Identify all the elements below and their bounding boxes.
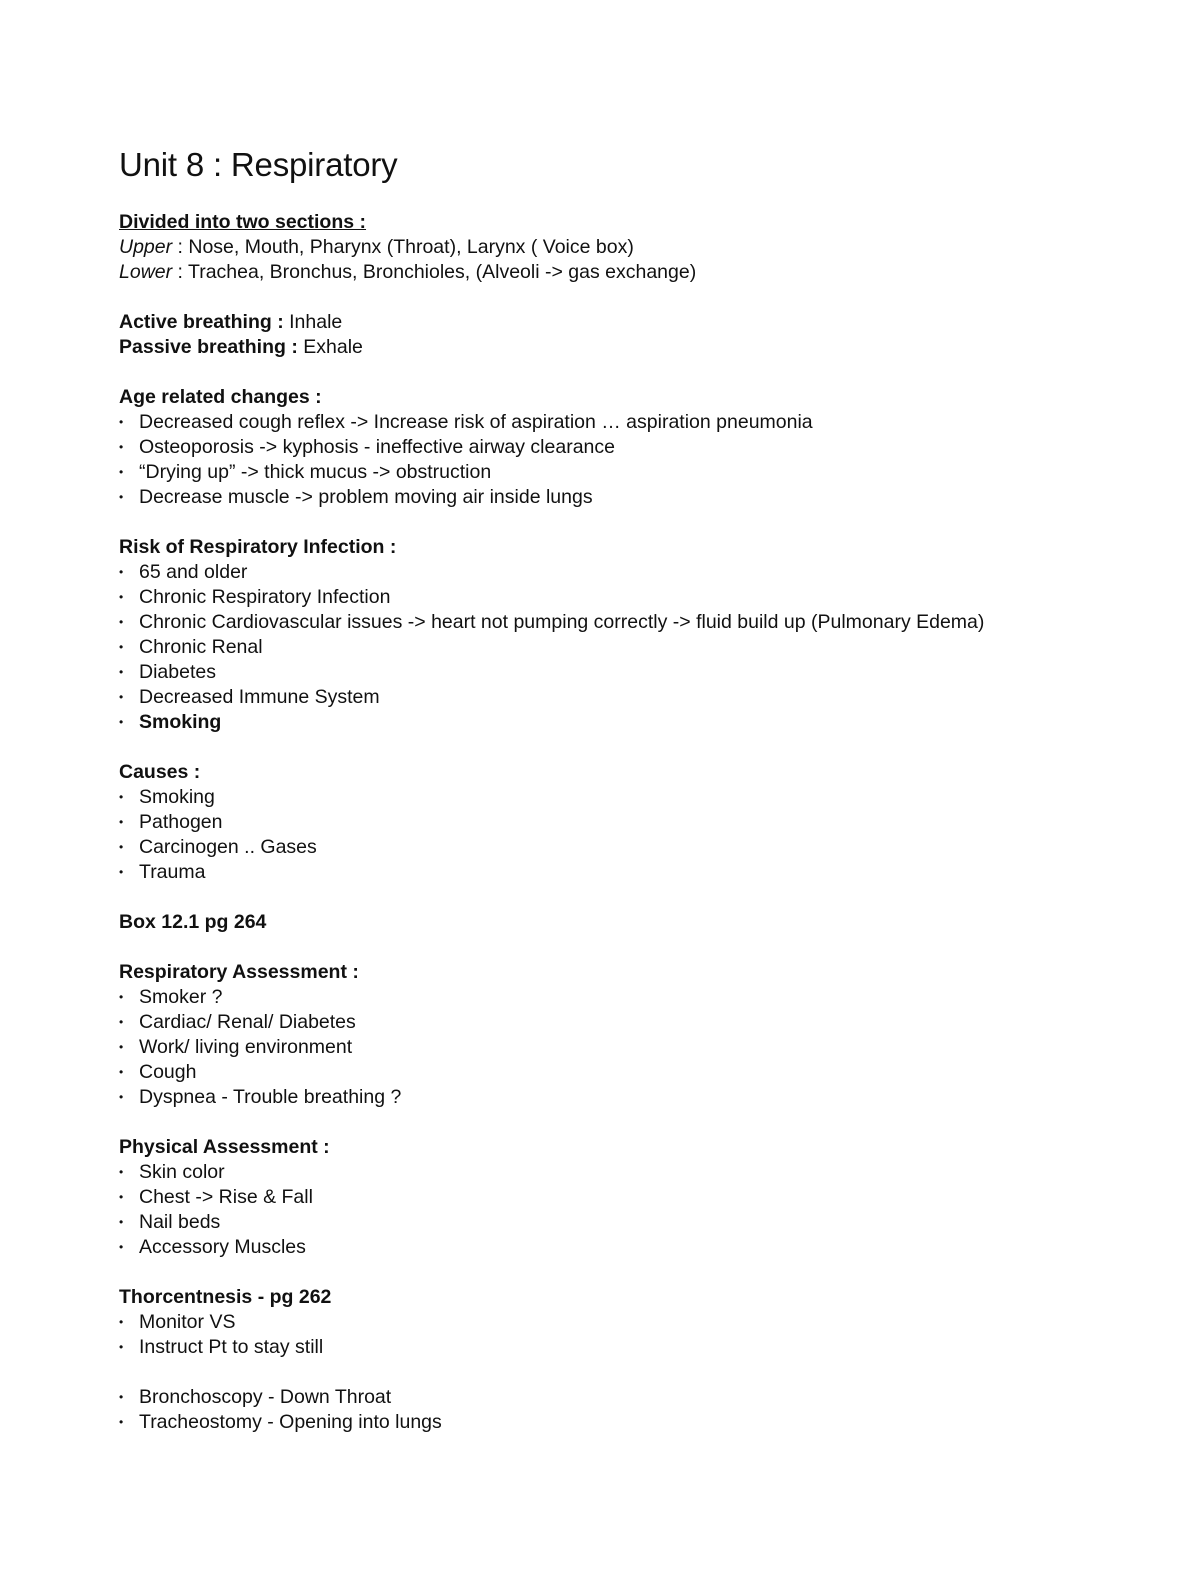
passive-breathing-line <box>119 335 1119 360</box>
respiratory-assessment-heading: Respiratory Assessment : <box>119 961 359 983</box>
list-item-text: Tracheostomy - Opening into lungs <box>139 1411 442 1433</box>
list-item-text: Work/ living environment <box>139 1036 353 1058</box>
bullet-icon: • <box>119 1240 124 1254</box>
lower-text: : Trachea, Bronchus, Bronchioles, (Alveoli -> gas exchange) <box>172 261 697 283</box>
list-item <box>119 985 1119 1010</box>
list-item <box>119 1310 1119 1335</box>
list-item-text: Decreased cough reflex -> Increase risk of aspiration … aspiration pneumonia <box>139 411 813 433</box>
list-item-text: Accessory Muscles <box>139 1236 306 1258</box>
list-item <box>119 1410 1119 1435</box>
list-item <box>119 1085 1119 1110</box>
causes-heading: Causes : <box>119 761 201 783</box>
bullet-icon: • <box>119 715 124 729</box>
risk-heading: Risk of Respiratory Infection : <box>119 536 397 558</box>
list-item <box>119 485 1119 510</box>
bullet-icon: • <box>119 565 124 579</box>
list-item-text: Smoking <box>139 786 215 808</box>
bullet-icon: • <box>119 1065 124 1079</box>
list-item <box>119 610 1119 635</box>
bullet-icon: • <box>119 1090 124 1104</box>
bullet-icon: • <box>119 865 124 879</box>
bullet-icon: • <box>119 415 124 429</box>
causes-list <box>119 785 1119 885</box>
bullet-icon: • <box>119 840 124 854</box>
active-breathing-line <box>119 310 1119 335</box>
upper-text: : Nose, Mouth, Pharynx (Throat), Larynx ( Voice box) <box>172 236 634 258</box>
list-item-text: Decrease muscle -> problem moving air inside lungs <box>139 486 593 508</box>
list-item-text: Nail beds <box>139 1211 221 1233</box>
list-item <box>119 435 1119 460</box>
upper-line <box>119 235 1119 260</box>
bullet-icon: • <box>119 615 124 629</box>
list-item-text: Decreased Immune System <box>139 686 380 708</box>
list-item-text: Skin color <box>139 1161 225 1183</box>
lower-label: Lower <box>119 261 173 283</box>
lower-line <box>119 260 1119 285</box>
list-item-text: Osteoporosis -> kyphosis - ineffective airway clearance <box>139 436 615 458</box>
bullet-icon: • <box>119 1415 124 1429</box>
list-item-text: Monitor VS <box>139 1311 236 1333</box>
list-item <box>119 1185 1119 1210</box>
list-item <box>119 1035 1119 1060</box>
list-item-text: Chest -> Rise & Fall <box>139 1186 313 1208</box>
physical-assessment-heading: Physical Assessment : <box>119 1136 330 1158</box>
list-item <box>119 1160 1119 1185</box>
bullet-icon: • <box>119 440 124 454</box>
list-item <box>119 1235 1119 1260</box>
bullet-icon: • <box>119 1165 124 1179</box>
bullet-icon: • <box>119 465 124 479</box>
bullet-icon: • <box>119 1390 124 1404</box>
age-list <box>119 410 1119 510</box>
list-item <box>119 710 1119 735</box>
list-item <box>119 1060 1119 1085</box>
list-item <box>119 785 1119 810</box>
list-item <box>119 1385 1119 1410</box>
active-label: Active breathing : <box>119 311 284 333</box>
upper-label: Upper <box>119 236 173 258</box>
list-item-text: Smoking <box>139 711 222 733</box>
bullet-icon: • <box>119 1340 124 1354</box>
list-item-text: Pathogen <box>139 811 223 833</box>
list-item <box>119 1210 1119 1235</box>
list-item <box>119 560 1119 585</box>
procedures-list <box>119 1385 1119 1435</box>
page-title: Unit 8 : Respiratory <box>119 146 398 183</box>
list-item <box>119 810 1119 835</box>
bullet-icon: • <box>119 1315 124 1329</box>
bullet-icon: • <box>119 590 124 604</box>
thoracentesis-list <box>119 1310 1119 1360</box>
list-item-text: “Drying up” -> thick mucus -> obstruction <box>139 461 492 483</box>
list-item <box>119 835 1119 860</box>
age-heading: Age related changes : <box>119 386 322 408</box>
bullet-icon: • <box>119 815 124 829</box>
bullet-icon: • <box>119 990 124 1004</box>
sections-heading: Divided into two sections : <box>119 211 367 233</box>
list-item-text: Carcinogen .. Gases <box>139 836 317 858</box>
list-item-text: 65 and older <box>139 561 248 583</box>
document-page <box>119 142 1119 1435</box>
list-item-text: Trauma <box>139 861 206 883</box>
list-item-text: Bronchoscopy - Down Throat <box>139 1386 392 1408</box>
list-item-text: Instruct Pt to stay still <box>139 1336 324 1358</box>
list-item <box>119 635 1119 660</box>
list-item-text: Dyspnea - Trouble breathing ? <box>139 1086 402 1108</box>
list-item-text: Smoker ? <box>139 986 223 1008</box>
list-item-text: Chronic Respiratory Infection <box>139 586 391 608</box>
list-item <box>119 860 1119 885</box>
bullet-icon: • <box>119 1015 124 1029</box>
bullet-icon: • <box>119 790 124 804</box>
risk-list <box>119 560 1119 735</box>
list-item-text: Diabetes <box>139 661 216 683</box>
box-reference: Box 12.1 pg 264 <box>119 911 267 933</box>
list-item <box>119 685 1119 710</box>
list-item-text: Cardiac/ Renal/ Diabetes <box>139 1011 356 1033</box>
bullet-icon: • <box>119 665 124 679</box>
bullet-icon: • <box>119 640 124 654</box>
bullet-icon: • <box>119 1040 124 1054</box>
bullet-icon: • <box>119 490 124 504</box>
passive-label: Passive breathing : <box>119 336 298 358</box>
bullet-icon: • <box>119 1215 124 1229</box>
bullet-icon: • <box>119 690 124 704</box>
respiratory-assessment-list <box>119 985 1119 1110</box>
list-item <box>119 1335 1119 1360</box>
thoracentesis-heading: Thorcentnesis - pg 262 <box>119 1286 332 1308</box>
list-item <box>119 660 1119 685</box>
physical-assessment-list <box>119 1160 1119 1260</box>
bullet-icon: • <box>119 1190 124 1204</box>
list-item <box>119 460 1119 485</box>
list-item-text: Cough <box>139 1061 197 1083</box>
passive-text: Exhale <box>297 336 363 358</box>
list-item <box>119 1010 1119 1035</box>
list-item <box>119 410 1119 435</box>
active-text: Inhale <box>283 311 343 333</box>
list-item-text: Chronic Renal <box>139 636 263 658</box>
list-item <box>119 585 1119 610</box>
list-item-text: Chronic Cardiovascular issues -> heart not pumping correctly -> fluid build up (Pulmonary Edema) <box>139 611 985 633</box>
